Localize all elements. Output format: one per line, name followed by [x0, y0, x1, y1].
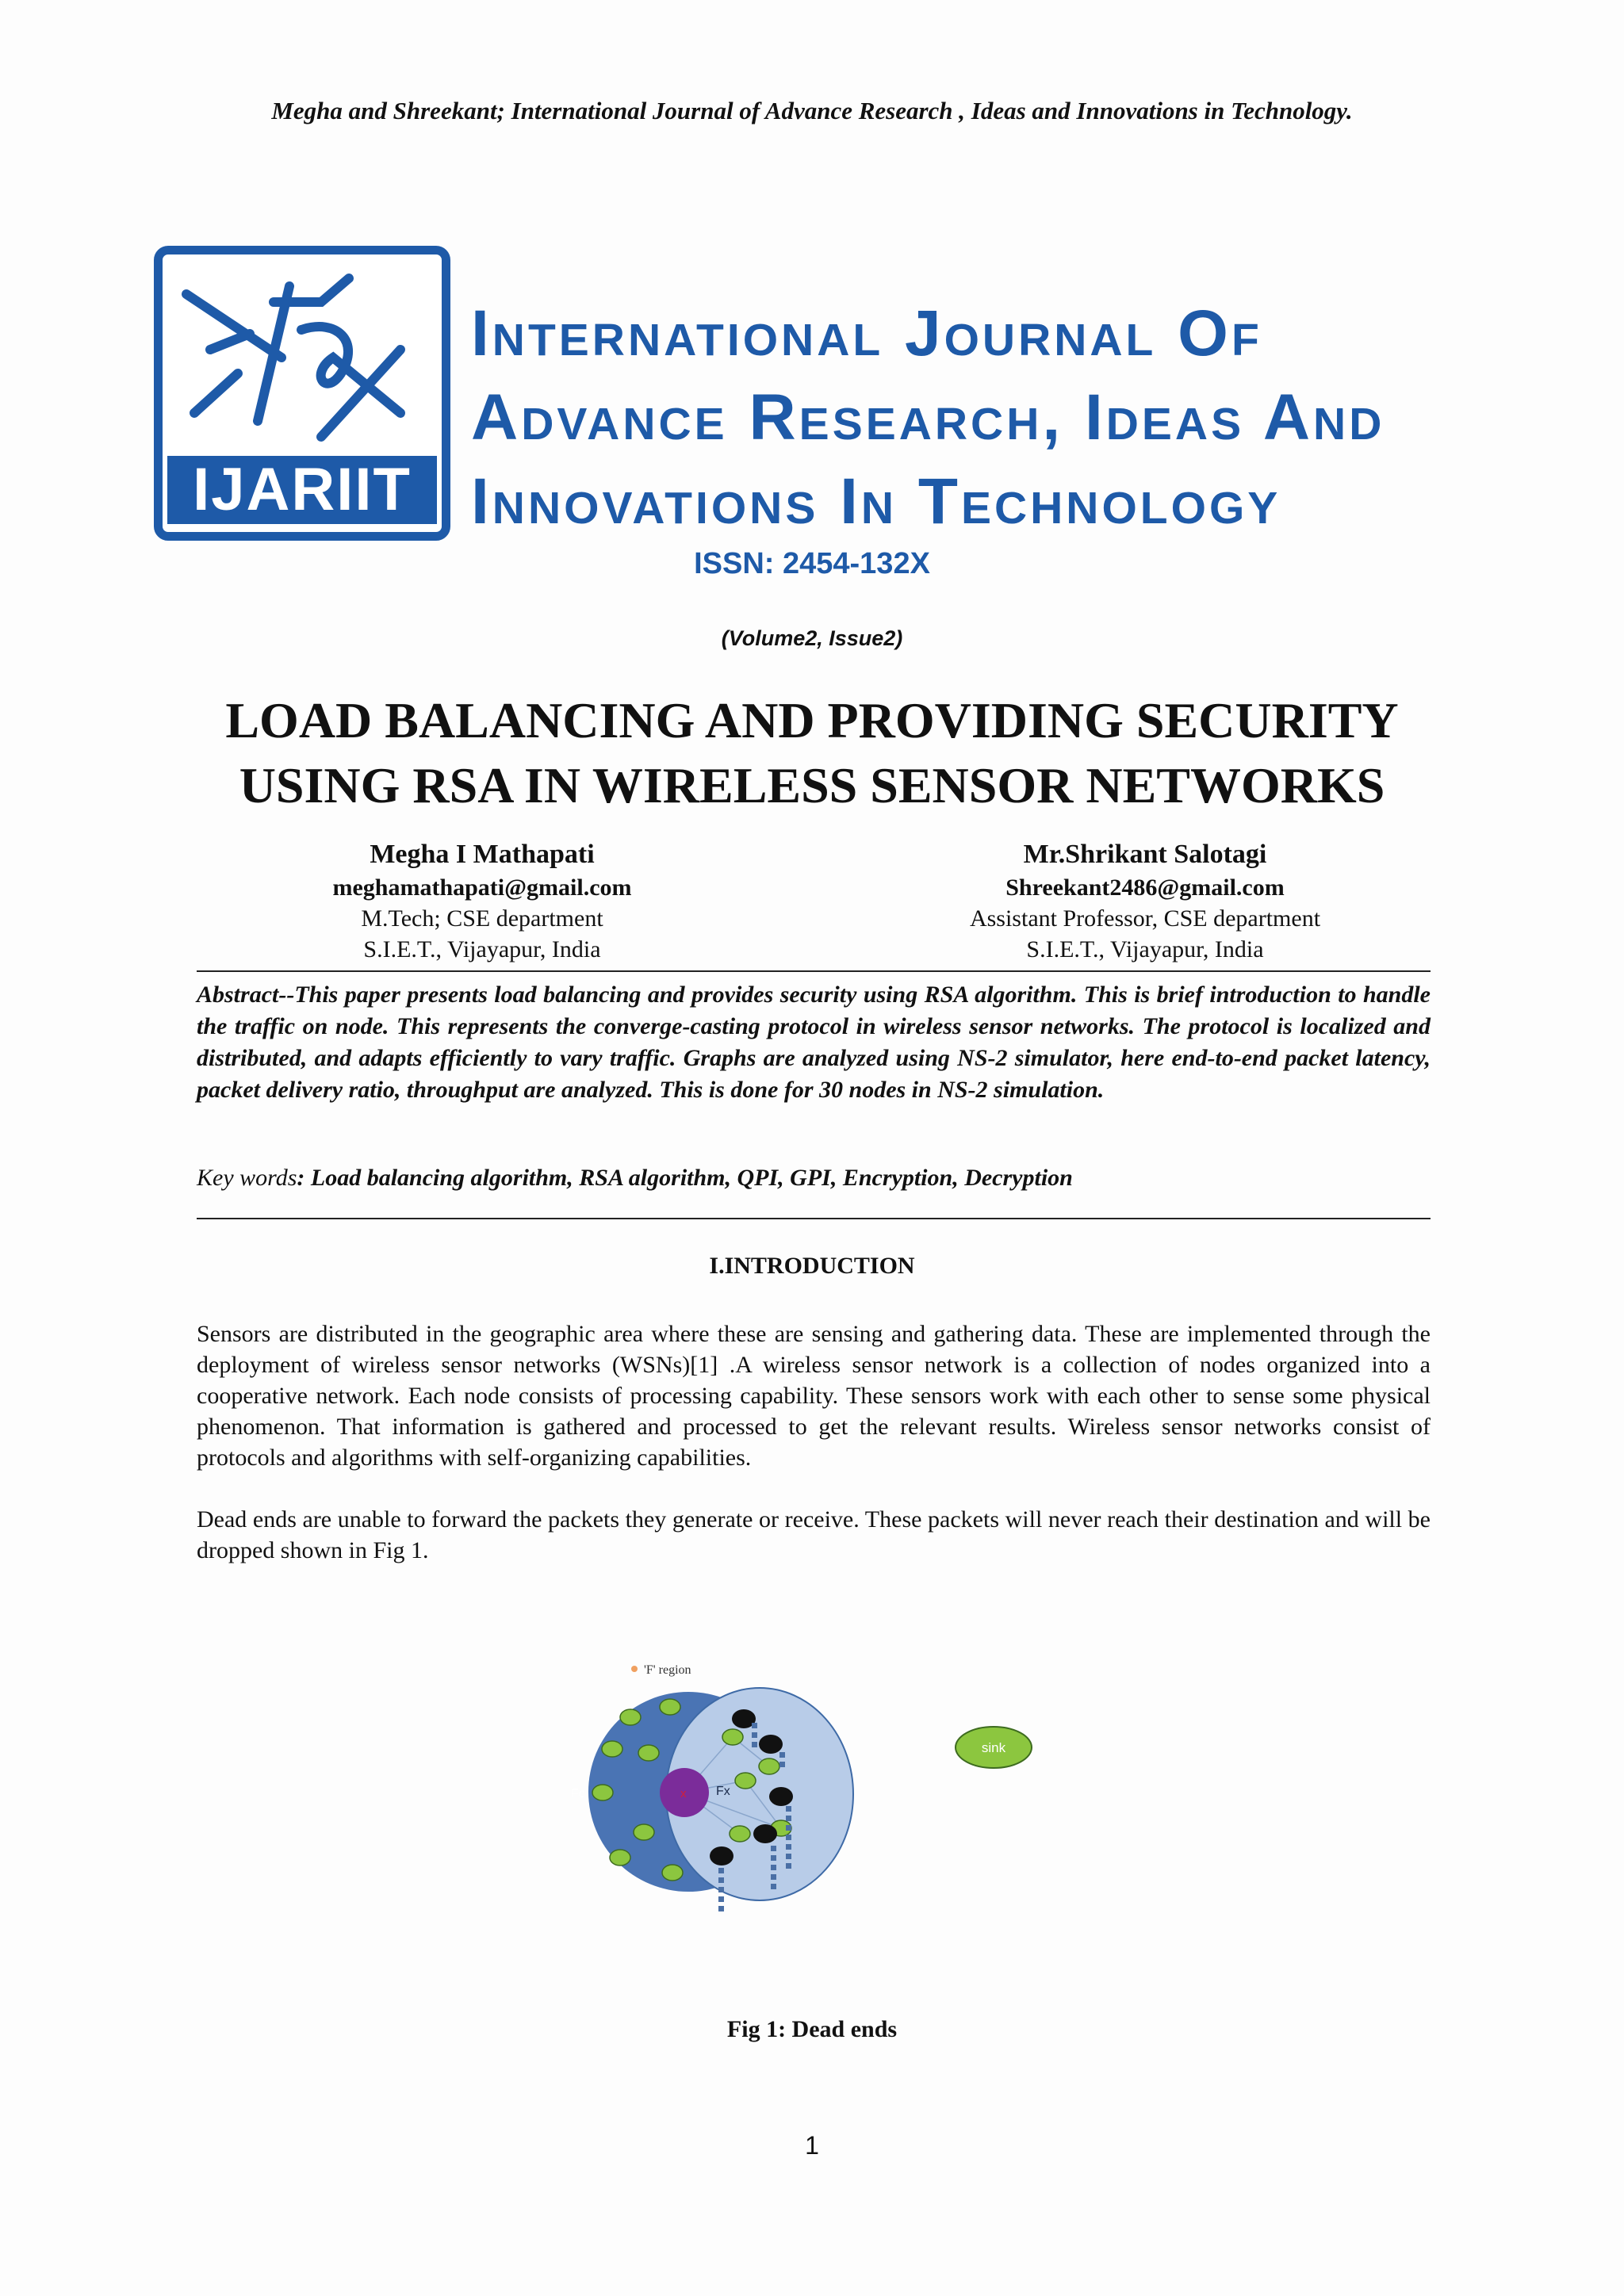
- abstract: Abstract--This paper presents load balancing and provides security using RSA algorithm. This is brief introduction to handle the traffic on node. This represents the converge-casting protocol in wireless sensor networks. The protocol is localized and distributed, and adapts efficiently to vary traffic. Graphs are analyzed using NS-2 simulator, here end-to-end packet latency, packet delivery ratio, throughput are analyzed. This is done for 30 nodes in NS-2 simulation.: [197, 982, 1431, 1103]
- journal-name-line: International Journal Of: [471, 297, 1262, 369]
- author-block-2: [844, 837, 1446, 965]
- sink-node: [954, 1725, 1033, 1770]
- title-line: LOAD BALANCING AND PROVIDING SECURITY: [225, 692, 1399, 748]
- keywords: [197, 1162, 1431, 1194]
- author-name: Megha I Mathapati: [370, 840, 595, 869]
- figure-caption: Fig 1: Dead ends: [726, 2016, 898, 2042]
- legend-marker: [631, 1666, 638, 1672]
- title-line: USING RSA IN WIRELESS SENSOR NETWORKS: [239, 757, 1385, 813]
- journal-logo: [154, 246, 450, 541]
- keywords-label: Key words: [197, 1165, 297, 1191]
- author-name: Mr.Shrikant Salotagi: [1023, 840, 1267, 869]
- author-email[interactable]: meghamathapati@gmail.com: [332, 874, 632, 901]
- sink-label: sink: [981, 1740, 1006, 1755]
- issn: ISSN: 2454-132X: [694, 547, 930, 580]
- fc-label: Fc: [571, 1787, 585, 1800]
- journal-name-line: Innovations In Technology: [471, 465, 1281, 538]
- fx-label: Fx: [716, 1785, 730, 1798]
- journal-name-line: Advance Research, Ideas And: [471, 381, 1385, 453]
- author-affiliation: M.Tech; CSE department: [361, 905, 603, 932]
- keywords-list: : Load balancing algorithm, RSA algorithm, QPI, GPI, Encryption, Decryption: [297, 1165, 1073, 1191]
- logo-wordmark: IJARIIT: [167, 456, 437, 524]
- author-email[interactable]: Shreekant2486@gmail.com: [1005, 874, 1285, 901]
- node-label: x: [680, 1787, 687, 1800]
- journal-name: [471, 292, 1597, 544]
- page-number: 1: [805, 2131, 819, 2160]
- paragraph: Dead ends are unable to forward the packets they generate or receive. These packets will never reach their destination and will be dropped shown in Fig 1.: [197, 1506, 1431, 1563]
- author-affiliation: Assistant Professor, CSE department: [969, 905, 1321, 932]
- dead-ends-figure: [555, 1647, 1063, 1933]
- logo-emblem-icon: [163, 254, 442, 464]
- divider: [197, 1218, 1431, 1219]
- legend-label: 'F' region: [644, 1663, 691, 1677]
- author-block-1: [181, 837, 783, 965]
- divider: [197, 970, 1431, 972]
- author-institution: S.I.E.T., Vijayapur, India: [363, 936, 601, 962]
- running-head: Megha and Shreekant; International Journal of Advance Research , Ideas and Innovations in Technology.: [271, 97, 1353, 124]
- paragraph: Sensors are distributed in the geographic area where these are sensing and gathering data. These are implemented through the deployment of wireless sensor networks (WSNs)[1] .A wireless sensor network is a collection of nodes organized into a cooperative network. Each node consists of processing capability. These sensors work with each other to sense some physical phenomenon. That information is gathered and processed to get the relevant results. Wireless sensor networks consist of protocols and algorithms with self-organizing capabilities.: [197, 1321, 1431, 1471]
- paper-title: [127, 688, 1497, 818]
- section-heading: I.INTRODUCTION: [709, 1253, 915, 1279]
- author-institution: S.I.E.T., Vijayapur, India: [1026, 936, 1264, 962]
- volume-issue: (Volume2, Issue2): [721, 626, 903, 650]
